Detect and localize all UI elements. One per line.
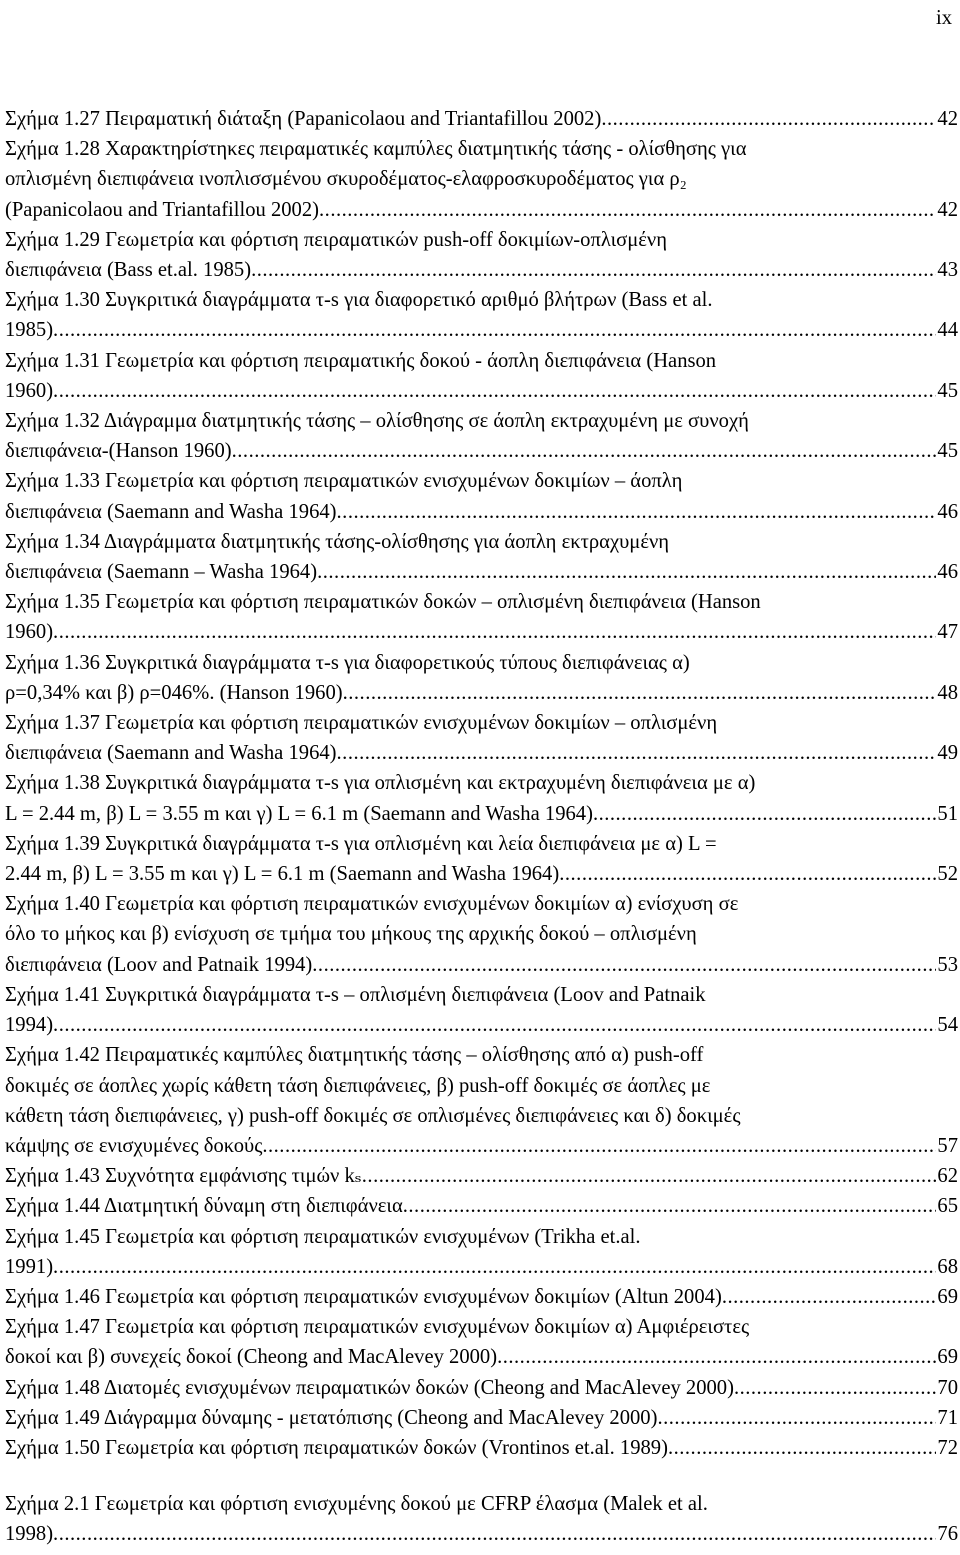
figure-caption-line: Σχήμα 1.34 Διαγράμματα διατμητικής τάσης-ολίσθησης για άοπλη εκτραχυμένη <box>5 530 670 553</box>
dot-leader <box>343 678 937 708</box>
figure-caption-line: 1960) <box>5 621 54 644</box>
figure-caption-last-line <box>5 1131 958 1161</box>
figure-caption-line: Σχήμα 1.32 Διάγραμμα διατμητικής τάσης – ολίσθησης σε άοπλη εκτραχυμένη με συνοχή <box>5 410 749 433</box>
dot-leader <box>559 859 936 889</box>
figure-page-number[interactable]: 76 <box>937 1523 958 1546</box>
figure-caption-line: όλο το μήκος και β) ενίσχυση σε τμήμα του μήκους της αρχικής δοκού – οπλισμένη <box>5 923 697 946</box>
figure-caption-last-line <box>5 1519 958 1549</box>
dot-leader <box>53 1010 936 1040</box>
figure-caption-line: Σχήμα 1.45 Γεωμετρία και φόρτιση πειραματικών ενισχυμένων (Trikha et.al. <box>5 1225 641 1248</box>
figure-entry[interactable] <box>5 708 958 768</box>
figure-entry[interactable] <box>5 768 958 828</box>
figure-caption-line: Σχήμα 1.42 Πειραματικές καμπύλες διατμητικής τάσης – ολίσθησης από α) push-off <box>5 1044 704 1067</box>
figure-caption-line: 1960) <box>5 379 54 402</box>
figure-caption-line: Σχήμα 1.48 Διατομές ενισχυμένων πειραματικών δοκών (Cheong and MacAlevey 2000) <box>5 1376 734 1399</box>
figure-page-number[interactable]: 42 <box>937 108 958 130</box>
figure-entry[interactable] <box>5 889 958 980</box>
dot-leader <box>53 1252 936 1282</box>
figure-caption-last-line <box>5 859 958 889</box>
figure-caption-last-line <box>5 1373 958 1403</box>
figure-page-number[interactable]: 46 <box>937 561 958 584</box>
figure-entry[interactable] <box>5 1403 958 1433</box>
figure-page-number[interactable]: 51 <box>937 802 958 825</box>
figure-entry[interactable] <box>5 285 958 345</box>
figure-caption-line: Σχήμα 1.36 Συγκριτικά διαγράμματα τ-s για διαφορετικούς τύπους διεπιφάνειας α) <box>5 651 690 674</box>
figure-entry[interactable] <box>5 225 958 285</box>
dot-leader <box>53 315 936 345</box>
page-number: ix <box>935 7 952 29</box>
dot-leader <box>312 950 936 980</box>
figure-entry[interactable] <box>5 829 958 889</box>
figure-caption-line: διεπιφάνεια-(Hanson 1960) <box>5 440 232 463</box>
figure-caption-last-line <box>5 1282 958 1312</box>
dot-leader <box>53 617 936 647</box>
dot-leader <box>262 1131 936 1161</box>
figure-caption-line: Σχήμα 1.29 Γεωμετρία και φόρτιση πειραματικών push-off δοκιμίων-οπλισμένη <box>5 228 667 251</box>
dot-leader <box>317 557 936 587</box>
dot-leader <box>734 1373 936 1403</box>
dot-leader <box>53 376 936 406</box>
figure-caption-line: οπλισμένη διεπιφάνεια ινοπλισσμένου σκυροδέματος-ελαφροσκυροδέματος για ρ₂ <box>5 168 687 191</box>
figure-entry[interactable] <box>5 980 958 1040</box>
figure-caption-line: Σχήμα 1.44 Διατμητική δύναμη στη διεπιφάνεια <box>5 1195 403 1218</box>
figure-caption-line: Σχήμα 1.37 Γεωμετρία και φόρτιση πειραματικών ενισχυμένων δοκιμίων – οπλισμένη <box>5 712 718 735</box>
dot-leader <box>53 1519 936 1549</box>
figure-entry[interactable] <box>5 1312 958 1372</box>
figure-caption-last-line <box>5 950 958 980</box>
figure-caption-line: Σχήμα 1.50 Γεωμετρία και φόρτιση πειραματικών δοκών (Vrontinos et.al. 1989) <box>5 1436 668 1459</box>
dot-leader <box>657 1403 936 1433</box>
figure-caption-last-line <box>5 617 958 647</box>
figure-caption-line: διεπιφάνεια (Loov and Patnaik 1994) <box>5 953 313 976</box>
figure-caption-line: κάμψης σε ενισχυμένες δοκούς <box>5 1134 263 1157</box>
figure-caption-last-line <box>5 1252 958 1282</box>
figure-caption-line: (Papanicolaou and Triantafillou 2002) <box>5 198 320 221</box>
dot-leader <box>668 1433 936 1463</box>
figure-entry[interactable] <box>5 587 958 647</box>
figure-entry[interactable] <box>5 1373 958 1403</box>
figure-page-number[interactable]: 42 <box>937 198 958 221</box>
figure-page-number[interactable]: 69 <box>937 1346 958 1369</box>
figure-caption-line: 1985) <box>5 319 54 342</box>
dot-leader <box>251 255 936 285</box>
figure-entry[interactable] <box>5 1191 958 1221</box>
figure-page-number[interactable]: 69 <box>937 1285 958 1308</box>
figure-page-number[interactable]: 44 <box>937 319 958 342</box>
figure-page-number[interactable]: 45 <box>937 440 958 463</box>
figure-caption-line: Σχήμα 1.49 Διάγραμμα δύναμης - μετατόπισης (Cheong and MacAlevey 2000) <box>5 1406 658 1429</box>
figure-caption-line: διεπιφάνεια (Saemann and Washa 1964) <box>5 742 337 765</box>
figure-caption-line: διεπιφάνεια (Bass et.al. 1985) <box>5 259 252 282</box>
figure-caption-line: Σχήμα 1.41 Συγκριτικά διαγράμματα τ-s – οπλισμένη διεπιφάνεια (Loov and Patnaik <box>5 983 706 1006</box>
figure-entry[interactable] <box>5 466 958 526</box>
figure-caption-last-line <box>5 1342 958 1372</box>
figure-caption-line: δοκοί και β) συνεχείς δοκοί (Cheong and MacAlevey 2000) <box>5 1346 498 1369</box>
figure-caption-line: Σχήμα 1.43 Συχνότητα εμφάνισης τιμών kₛ <box>5 1165 362 1188</box>
figure-caption-line: Σχήμα 1.47 Γεωμετρία και φόρτιση πειραματικών ενισχυμένων δοκιμίων α) Αμφιέρειστες <box>5 1316 750 1339</box>
figure-caption-last-line <box>5 1191 958 1221</box>
figure-caption-line: 1994) <box>5 1014 54 1037</box>
figure-caption-line: Σχήμα 1.40 Γεωμετρία και φόρτιση πειραματικών ενισχυμένων δοκιμίων α) ενίσχυση σε <box>5 893 739 916</box>
figure-caption-line: Σχήμα 2.1 Γεωμετρία και φόρτιση ενισχυμένης δοκού με CFRP έλασμα (Malek et al. <box>5 1493 708 1516</box>
figure-caption-line: Σχήμα 1.35 Γεωμετρία και φόρτιση πειραματικών δοκών – οπλισμένη διεπιφάνεια (Hanson <box>5 591 761 614</box>
figure-caption-last-line <box>5 678 958 708</box>
figure-caption-line: διεπιφάνεια (Saemann – Washa 1964) <box>5 561 318 584</box>
figure-entry[interactable] <box>5 346 958 406</box>
dot-leader <box>601 104 936 134</box>
figure-caption-line: Σχήμα 1.31 Γεωμετρία και φόρτιση πειραματικής δοκού - άοπλη διεπιφάνεια (Hanson <box>5 349 717 372</box>
figure-page-number[interactable]: 43 <box>937 259 958 282</box>
figure-caption-last-line <box>5 376 958 406</box>
figure-caption-last-line <box>5 255 958 285</box>
figure-caption-last-line <box>5 315 958 345</box>
figure-caption-last-line <box>5 1433 958 1463</box>
figure-page-number[interactable]: 54 <box>937 1014 958 1037</box>
figure-caption-line: Σχήμα 1.28 Χαρακτηρίστηκες πειραματικές καμπύλες διατμητικής τάσης - ολίσθησης για <box>5 138 747 161</box>
figure-entry[interactable] <box>5 527 958 587</box>
figure-caption-last-line <box>5 799 958 829</box>
figure-entry[interactable] <box>5 104 958 134</box>
figure-caption-line: L = 2.44 m, β) L = 3.55 m και γ) L = 6.1 m (Saemann and Washa 1964) <box>5 802 593 825</box>
figure-page-number[interactable]: 72 <box>937 1436 958 1459</box>
figure-caption-last-line <box>5 1010 958 1040</box>
figure-entry[interactable] <box>5 1433 958 1463</box>
figure-page-number[interactable]: 46 <box>937 500 958 523</box>
figure-page-number[interactable]: 71 <box>937 1406 958 1429</box>
dot-leader <box>319 195 936 225</box>
figure-caption-line: 2.44 m, β) L = 3.55 m και γ) L = 6.1 m (Saemann and Washa 1964) <box>5 863 560 886</box>
figure-caption-last-line <box>5 738 958 768</box>
figure-entry[interactable] <box>5 1161 958 1191</box>
figure-caption-line: Σχήμα 1.39 Συγκριτικά διαγράμματα τ-s για οπλισμένη και λεία διεπιφάνεια με α) L = <box>5 832 717 855</box>
figure-caption-line: Σχήμα 1.30 Συγκριτικά διαγράμματα τ-s για διαφορετικό αριθμό βλήτρων (Bass et al. <box>5 289 713 312</box>
dot-leader <box>232 436 937 466</box>
figure-page-number[interactable]: 52 <box>937 863 958 886</box>
figure-page-number[interactable]: 53 <box>937 953 958 976</box>
figure-caption-last-line <box>5 1161 958 1191</box>
figure-caption-last-line <box>5 104 958 134</box>
figure-page-number[interactable]: 57 <box>937 1134 958 1157</box>
figure-entry[interactable] <box>5 1489 958 1549</box>
figure-caption-line: 1991) <box>5 1255 54 1278</box>
figure-page-number[interactable]: 49 <box>937 742 958 765</box>
figure-caption-line: Σχήμα 1.46 Γεωμετρία και φόρτιση πειραματικών ενισχυμένων δοκιμίων (Altun 2004) <box>5 1285 722 1308</box>
figure-entry[interactable] <box>5 648 958 708</box>
dot-leader <box>593 799 936 829</box>
dot-leader <box>337 738 937 768</box>
figure-caption-line: κάθετη τάση διεπιφάνειες, γ) push-off δοκιμές σε οπλισμένες διεπιφάνειες και δ) δοκιμές <box>5 1104 741 1127</box>
figure-entry[interactable] <box>5 1040 958 1161</box>
dot-leader <box>403 1191 937 1221</box>
figure-caption-last-line <box>5 497 958 527</box>
dot-leader <box>722 1282 937 1312</box>
figure-page-number[interactable]: 65 <box>937 1195 958 1218</box>
list-of-figures <box>5 104 958 1550</box>
dot-leader <box>497 1342 936 1372</box>
figure-page-number[interactable]: 68 <box>937 1255 958 1278</box>
dot-leader <box>362 1161 937 1191</box>
figure-caption-last-line <box>5 557 958 587</box>
figure-page-number[interactable]: 47 <box>937 621 958 644</box>
figure-caption-line: 1998) <box>5 1523 54 1546</box>
section-gap <box>5 1463 958 1489</box>
figure-caption-line: Σχήμα 1.27 Πειραματική διάταξη (Papanicolaou and Triantafillou 2002) <box>5 108 602 130</box>
figure-caption-line: Σχήμα 1.38 Συγκριτικά διαγράμματα τ-s για οπλισμένη και εκτραχυμένη διεπιφάνεια με α) <box>5 772 756 795</box>
figure-page-number[interactable]: 45 <box>937 379 958 402</box>
figure-page-number[interactable]: 62 <box>937 1165 958 1188</box>
dot-leader <box>337 497 937 527</box>
figure-caption-last-line <box>5 1403 958 1433</box>
figure-entry[interactable] <box>5 1222 958 1282</box>
figure-page-number[interactable]: 48 <box>937 681 958 704</box>
figure-caption-last-line <box>5 195 958 225</box>
figure-caption-line: ρ=0,34% και β) ρ=046%. (Hanson 1960) <box>5 681 343 704</box>
figure-page-number[interactable]: 70 <box>937 1376 958 1399</box>
figure-caption-line: Σχήμα 1.33 Γεωμετρία και φόρτιση πειραματικών ενισχυμένων δοκιμίων – άοπλη <box>5 470 683 493</box>
figure-entry[interactable] <box>5 134 958 225</box>
figure-caption-line: δοκιμές σε άοπλες χωρίς κάθετη τάση διεπιφάνειες, β) push-off δοκιμές σε άοπλες με <box>5 1074 711 1097</box>
figure-caption-line: διεπιφάνεια (Saemann and Washa 1964) <box>5 500 337 523</box>
figure-entry[interactable] <box>5 1282 958 1312</box>
figure-caption-last-line <box>5 436 958 466</box>
figure-entry[interactable] <box>5 406 958 466</box>
